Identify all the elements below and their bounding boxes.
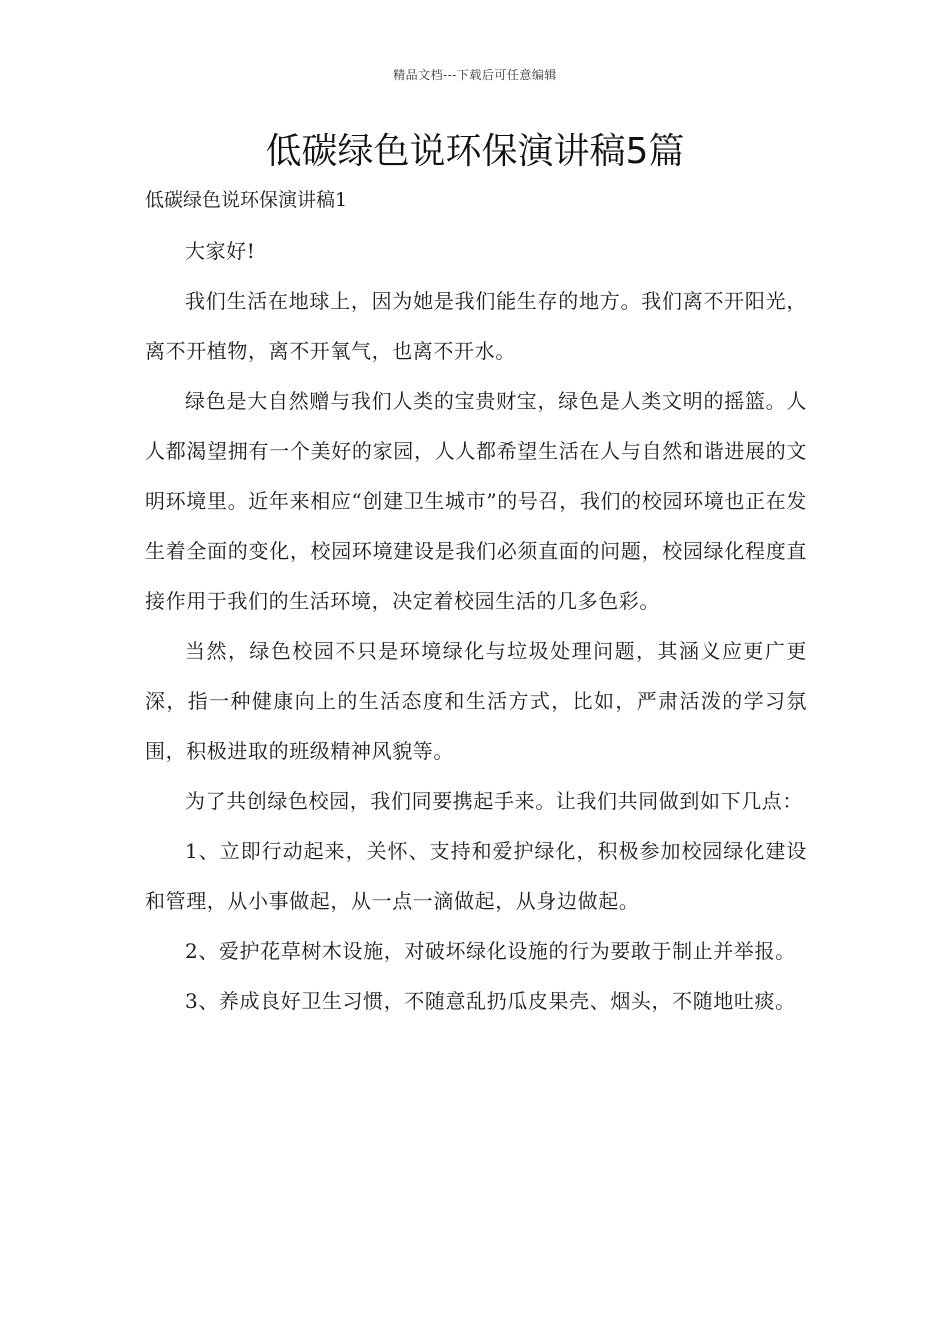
section-title: 低碳绿色说环保演讲稿1 <box>145 189 348 211</box>
paragraph-point-3: 3、养成良好卫生习惯，不随意乱扔瓜皮果壳、烟头，不随地吐痰。 <box>185 989 796 1013</box>
document-title: 低碳绿色说环保演讲稿5篇 <box>265 131 685 172</box>
header-note: 精品文档---下载后可任意编辑 <box>393 68 557 82</box>
paragraph-greeting: 大家好! <box>185 239 256 263</box>
paragraph-green: 绿色是大自然赠与我们人类的宝贵财宝，绿色是人类文明的摇篮。人人都渴望拥有一个美好的家园，人人都希望生活在人与自然和谐进展的文明环境里。近年来相应“创建卫生城市”的号召，我们的校园环境也正在发生着全面的变化，校园环境建设是我们必须直面的问题，校园绿化程度直接作用于我们的生活环境，决定着校园生活的几多色彩。 <box>145 389 807 613</box>
paragraph-earth: 我们生活在地球上，因为她是我们能生存的地方。我们离不开阳光，离不开植物，离不开氧气，也离不开水。 <box>145 289 807 363</box>
paragraph-green-campus: 当然，绿色校园不只是环境绿化与垃圾处理问题，其涵义应更广更深，指一种健康向上的生活态度和生活方式，比如，严肃活泼的学习氛围，积极进取的班级精神风貌等。 <box>145 639 807 763</box>
document-body <box>145 226 807 1026</box>
paragraph-call-to-action: 为了共创绿色校园，我们同要携起手来。让我们共同做到如下几点： <box>185 789 803 813</box>
paragraph-point-1: 1、立即行动起来，关怀、支持和爱护绿化，积极参加校园绿化建设和管理，从小事做起，从一点一滴做起，从身边做起。 <box>145 839 807 913</box>
paragraph-point-2: 2、爱护花草树木设施，对破坏绿化设施的行为要敢于制止并举报。 <box>185 939 796 963</box>
